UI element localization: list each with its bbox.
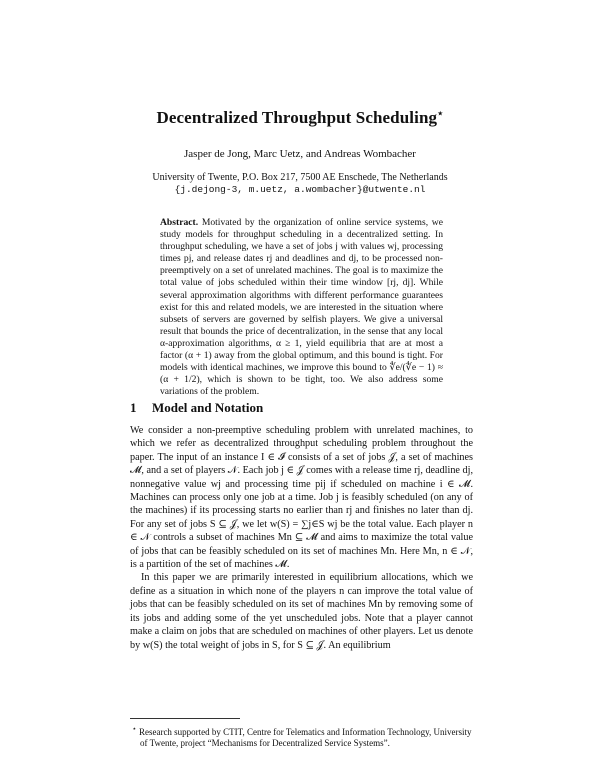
abstract-label: Abstract.: [160, 217, 199, 228]
footnote-mark: ⋆: [132, 724, 137, 733]
affiliation-block: [0, 172, 600, 196]
section-title: Model and Notation: [152, 400, 264, 415]
footnote-rule: [130, 718, 240, 719]
section-number: 1: [130, 400, 137, 415]
authors: Jasper de Jong, Marc Uetz, and Andreas Wombacher: [184, 148, 416, 160]
section-body: [130, 424, 473, 652]
paper-title-text: Decentralized Throughput Scheduling: [156, 108, 438, 127]
footnote-text: Research supported by CTIT, Centre for Telematics and Information Technology, University of Twente, project “Mechanisms for Decentralized Service Systems”.: [138, 727, 472, 748]
footnote: [130, 718, 473, 749]
affiliation: University of Twente, P.O. Box 217, 7500 AE Enschede, The Netherlands: [152, 172, 448, 183]
author-emails: {j.dejong-3, m.uetz, a.wombacher}@utwente.nl: [174, 184, 426, 195]
paper-title: [0, 108, 600, 128]
title-footnote-mark: ⋆: [437, 108, 444, 120]
abstract: [160, 217, 443, 398]
abstract-text: Motivated by the organization of online service systems, we study models for throughput scheduling in a decentralized setting. In throughput scheduling, we have a set of jobs j with values wj, processing times pj, and release dates rj and deadlines and dj, to be processed non-preemptively on a set of unrelated machines. The goal is to maximize the total value of jobs scheduled within their time window [rj, dj]. While several approximation algorithms with different performance guarantees exist for this and related models, we are interested in the situation where subsets of servers are governed by selfish players. We give a universal result that bounds the price of decentralization, in the sense that any local α-approximation algorithms, α ≥ 1, yield equilibria that are at most a factor (α + 1) away from the global optimum, and this bound is tight. For models with identical machines, we improve this bound to ∜e/(∜e − 1) ≈ (α + 1/2), which is shown to be tight, too. We also address some variations of the problem.: [160, 217, 443, 398]
section-heading: [130, 400, 263, 416]
footnote-text-block: [130, 723, 473, 749]
body-paragraph-1: We consider a non-preemptive scheduling problem with unrelated machines, to which we refer as decentralized throughput scheduling problem throughout the paper. The input of an instance I ∈ 𝓘 consists of a set of jobs 𝒥, a set of machines 𝓜, and a set of players 𝒩. Each job j ∈ 𝒥 comes with a release time rj, deadline dj, nonnegative value wj and processing time pij if scheduled on machine i ∈ 𝓜. Machines can process only one job at a time. Job j is feasibly scheduled (on any of the machines) if its processing starts no earlier than rj and finishes no later than dj. For any set of jobs S ⊆ 𝒥, we let w(S) = ∑j∈S wj be the total value. Each player n ∈ 𝒩 controls a subset of machines Mn ⊆ 𝓜 and aims to maximize the total value of jobs that can be feasibly scheduled on its set of machines Mn. Here Mn, n ∈ 𝒩, is a partition of the set of machines 𝓜.: [130, 425, 473, 571]
body-paragraph-2: In this paper we are primarily interested in equilibrium allocations, which we define as a situation in which none of the players n can improve the total value of jobs that can be feasibly scheduled on its set of machines Mn by removing some of its jobs and adding some of the yet unscheduled jobs. Note that a player cannot make a claim on jobs that are scheduled on machines of other players. Let us denote by w(S) the total weight of jobs in S, for S ⊆ 𝒥. An equilibrium: [130, 572, 473, 651]
